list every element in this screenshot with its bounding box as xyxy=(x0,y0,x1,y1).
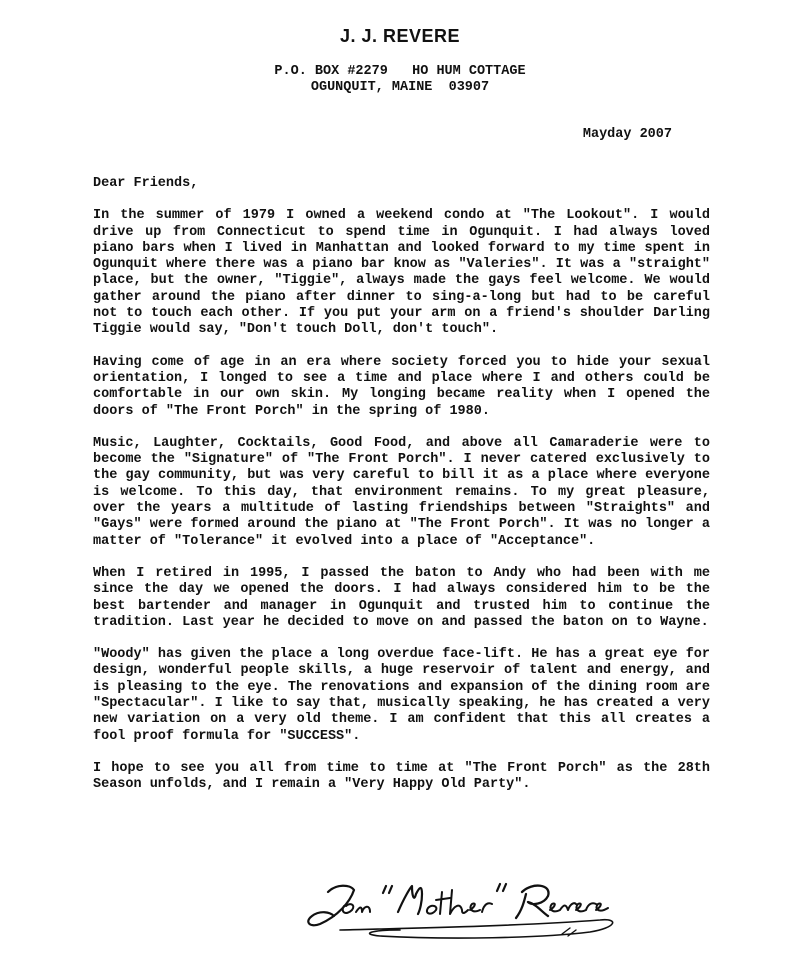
letter-date: Mayday 2007 xyxy=(582,127,672,142)
handwritten-signature xyxy=(300,872,630,944)
paragraph-3: Music, Laughter, Cocktails, Good Food, and above all Camaraderie were to become the "Signature" of "The Front Porch". I never catered exclusively to the gay community, but was very careful to bill it as a place where everyone is welcome. To this day, that environment remains. To my great pleasure, over the years a multitude of lasting friendships between "Straights" and "Gays" were formed around the piano at "The Front Porch". It was no longer a matter of "Tolerance" it evolved into a place of "Acceptance". xyxy=(93,435,710,549)
address-line-1: P.O. BOX #2279 HO HUM COTTAGE xyxy=(274,64,526,79)
paragraph-1: In the summer of 1979 I owned a weekend condo at "The Lookout". I would drive up from Connecticut to spend time in Ogunquit. I had always loved piano bars when I lived in Manhattan and looked forward to my time spent in Ogunquit where there was a piano bar know as "Valeries". It was a "straight" place, but the owner, "Tiggie", always made the gays feel welcome. We would gather around the piano after dinner to sing-a-long but had to be careful not to touch each other. If you put your arm on a friend's shoulder Darling Tiggie would say, "Don't touch Doll, don't touch". xyxy=(93,208,710,338)
salutation: Dear Friends, xyxy=(93,176,199,191)
letter-body xyxy=(93,176,710,794)
paragraph-4: When I retired in 1995, I passed the baton to Andy who had been with me since the day we opened the doors. I had always considered him to be the best bartender and manager in Ogunquit and trusted him to continue the tradition. Last year he decided to move on and passed the baton on to Wayne. xyxy=(93,565,710,630)
letterhead-address xyxy=(0,64,800,96)
paragraph-2: Having come of age in an era where society forced you to hide your sexual orientation, I longed to see a time and place where I and others could be comfortable in our own skin. My longing became reality when I opened the doors of "The Front Porch" in the spring of 1980. xyxy=(93,354,710,419)
address-line-2: OGUNQUIT, MAINE 03907 xyxy=(310,80,490,95)
letterhead-name: J. J. REVERE xyxy=(339,26,461,46)
paragraph-closing: I hope to see you all from time to time at "The Front Porch" as the 28th Season unfolds, and I remain a "Very Happy Old Party". xyxy=(93,760,710,793)
paragraph-5: "Woody" has given the place a long overdue face-lift. He has a great eye for design, wonderful people skills, a huge reservoir of talent and energy, and is pleasing to the eye. The renovations and expansion of the dining room are "Spectacular". I like to say that, musically speaking, he has created a very new variation on a very old theme. I am confident that this all creates a fool proof formula for "SUCCESS". xyxy=(93,647,710,744)
